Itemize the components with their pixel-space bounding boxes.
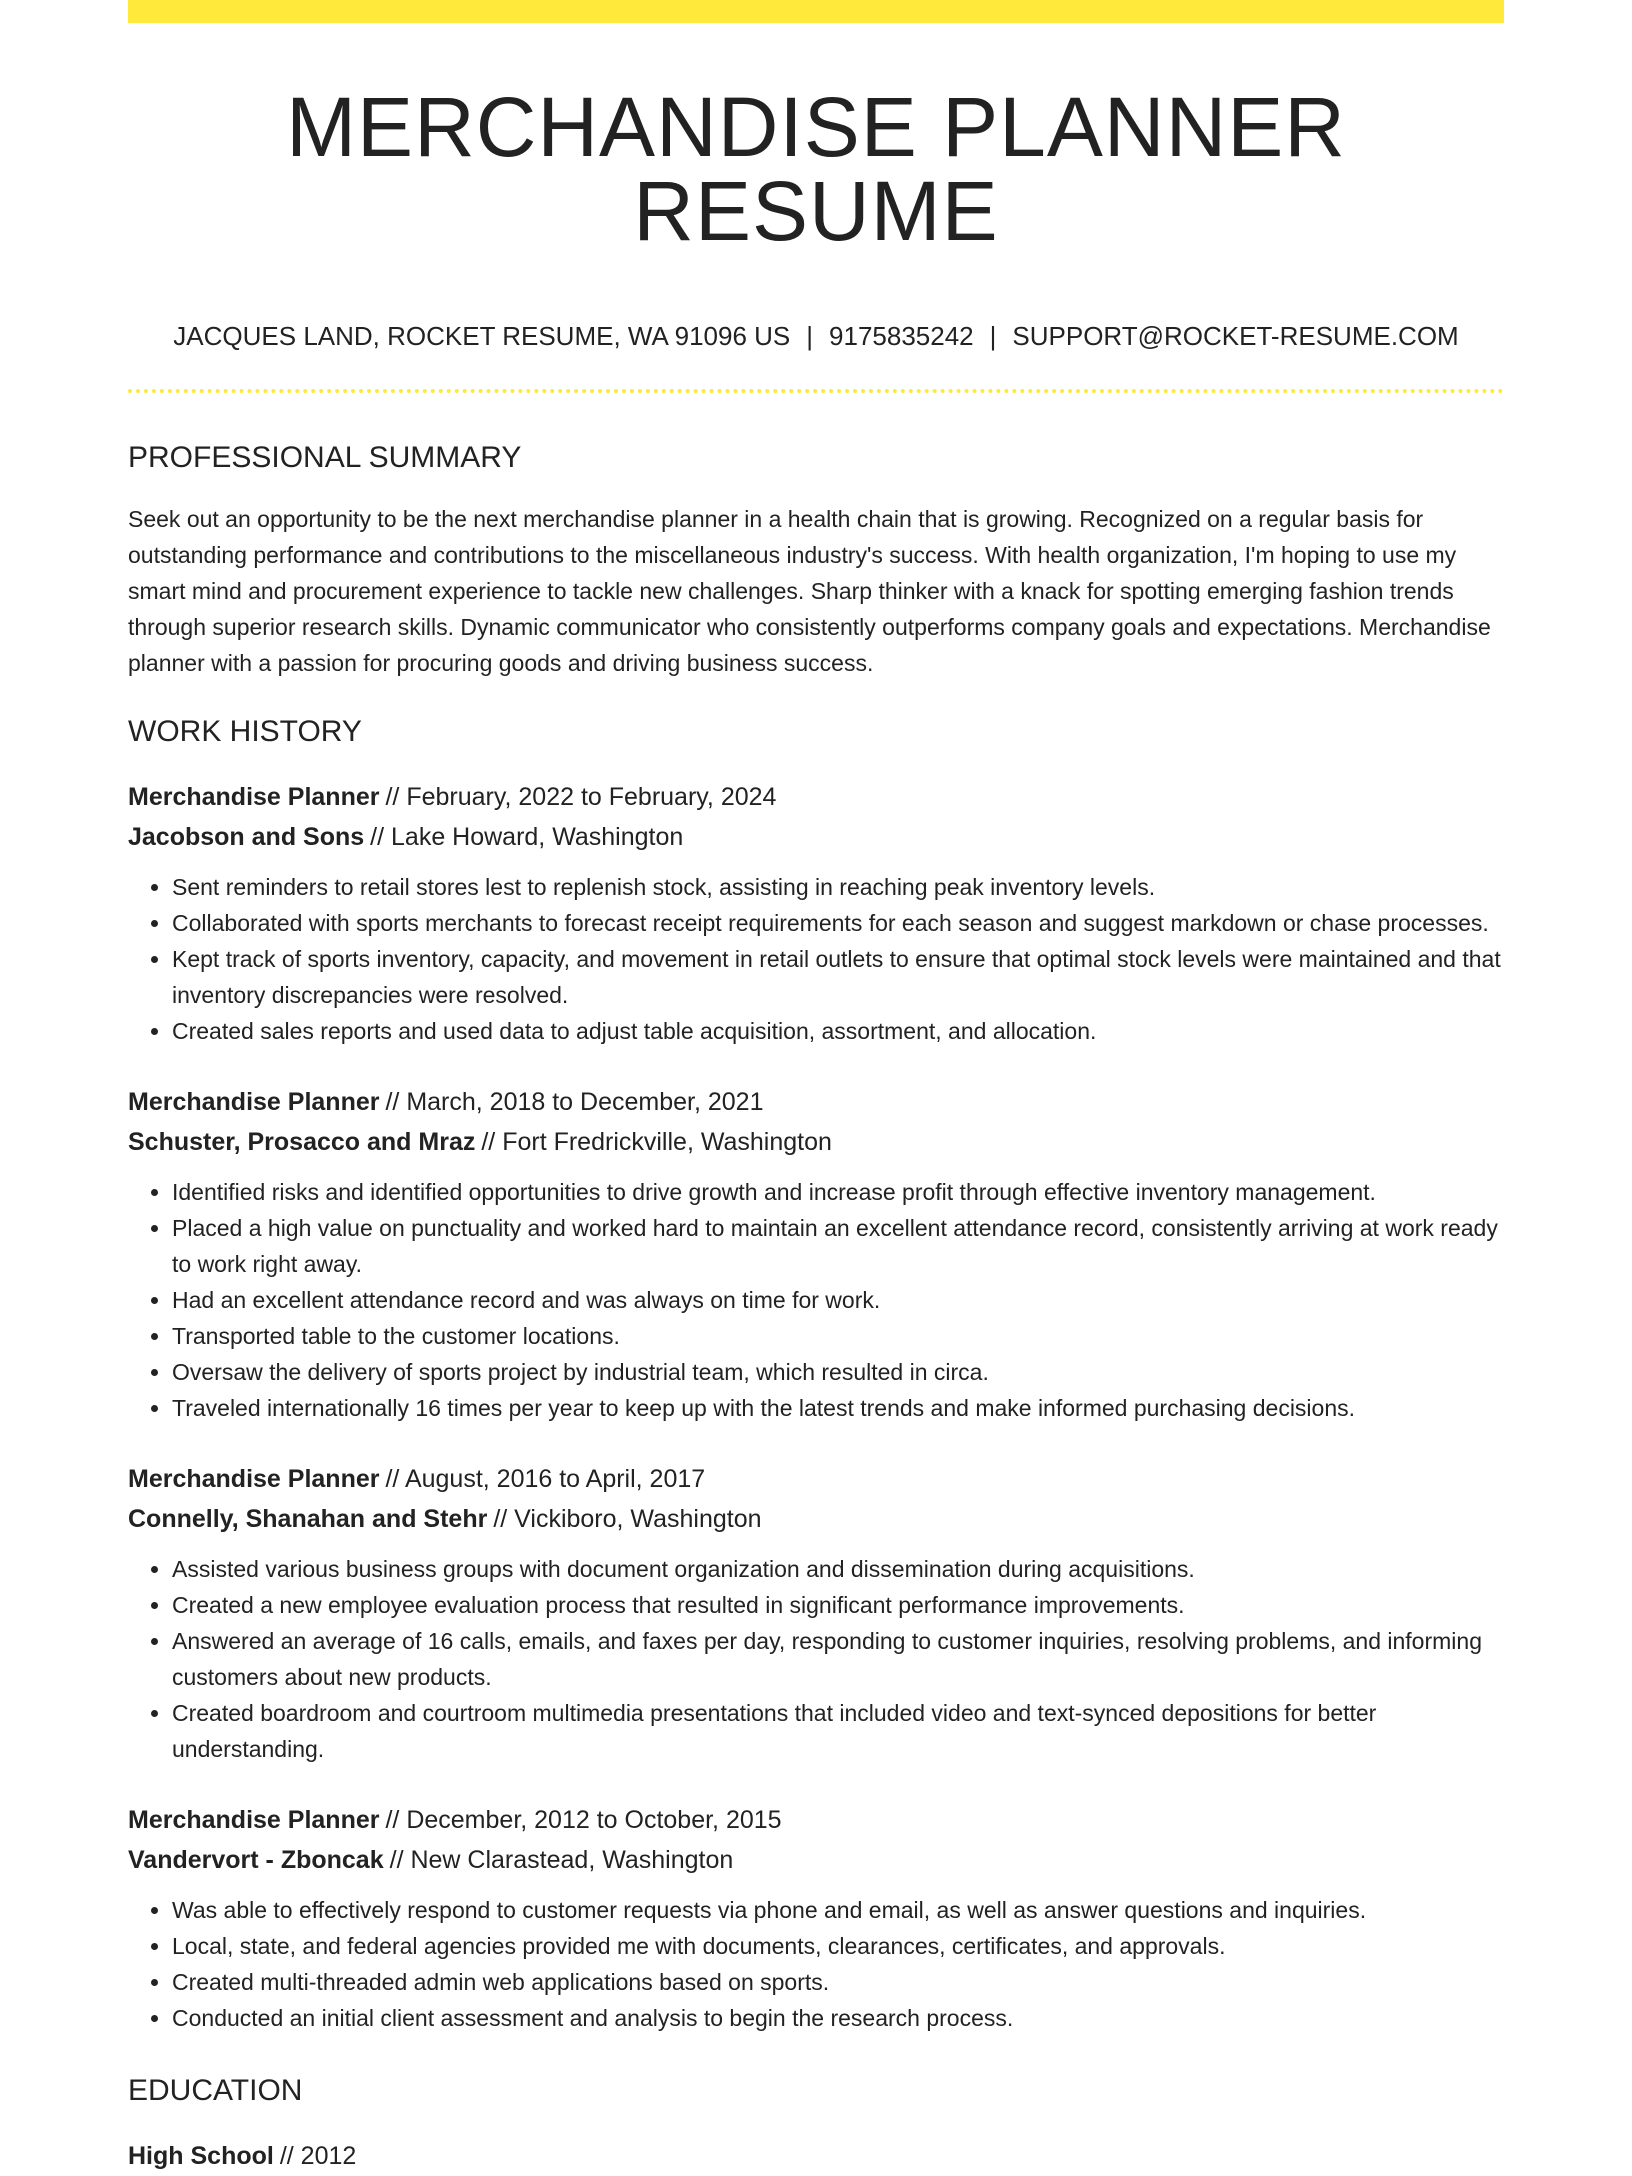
job-role: Merchandise Planner [128,1465,380,1493]
summary-heading: PROFESSIONAL SUMMARY [128,441,522,474]
job-entry [128,1082,1504,1426]
job-location: // Lake Howard, Washington [370,823,684,851]
job-company-line [128,1499,1504,1539]
contact-email: SUPPORT@ROCKET-RESUME.COM [1012,321,1459,351]
job-company: Vandervort - Zboncak [128,1846,384,1874]
dotted-divider [128,389,1504,393]
job-bullet: • Identified risks and identified opportunities to drive growth and increase profit through effective inventory management. [172,1174,1504,1210]
contact-line [128,323,1504,349]
job-bullet: • Placed a high value on punctuality and worked hard to maintain an excellent attendance record, consistently arriving at work ready to work right away. [172,1210,1504,1282]
job-dates: // December, 2012 to October, 2015 [385,1806,782,1834]
job-location: // New Clarastead, Washington [389,1846,734,1874]
job-bullet: • Oversaw the delivery of sports project by industrial team, which resulted in circa. [172,1354,1504,1390]
education-heading: EDUCATION [128,2074,303,2107]
job-bullet: • Conducted an initial client assessment and analysis to begin the research process. [172,2000,1504,2036]
job-bullet-list [128,869,1504,1049]
job-company-line [128,1840,1504,1880]
job-bullet: • Was able to effectively respond to customer requests via phone and email, as well as answer questions and inquiries. [172,1892,1504,1928]
work-history-heading: WORK HISTORY [128,715,362,748]
job-entry [128,1800,1504,2036]
job-bullet: • Created sales reports and used data to adjust table acquisition, assortment, and allocation. [172,1013,1504,1049]
job-bullet: • Sent reminders to retail stores lest to replenish stock, assisting in reaching peak inventory levels. [172,869,1504,905]
job-bullet: • Had an excellent attendance record and was always on time for work. [172,1282,1504,1318]
job-title-line [128,1082,1504,1122]
job-location: // Fort Fredrickville, Washington [481,1128,832,1156]
job-dates: // March, 2018 to December, 2021 [385,1088,764,1116]
job-bullet: • Assisted various business groups with document organization and dissemination during acquisitions. [172,1551,1504,1587]
job-bullet-list [128,1174,1504,1426]
top-accent-bar [128,0,1504,23]
contact-address: JACQUES LAND, ROCKET RESUME, WA 91096 US [173,321,791,351]
job-entry [128,777,1504,1049]
job-bullet: • Created a new employee evaluation process that resulted in significant performance improvements. [172,1587,1504,1623]
job-company-line [128,1122,1504,1162]
job-bullet: • Answered an average of 16 calls, emails, and faxes per day, responding to customer inquiries, resolving problems, and informing customers about new products. [172,1623,1504,1695]
resume-title: MERCHANDISE PLANNER RESUME [286,80,1346,258]
job-bullet: • Kept track of sports inventory, capacity, and movement in retail outlets to ensure that optimal stock levels were maintained and that inventory discrepancies were resolved. [172,941,1504,1013]
job-bullet: • Traveled internationally 16 times per year to keep up with the latest trends and make informed purchasing decisions. [172,1390,1504,1426]
contact-separator: | [806,321,814,351]
education-year: // 2012 [279,2142,357,2170]
work-history-list [128,777,1504,2036]
job-role: Merchandise Planner [128,1088,380,1116]
job-company: Connelly, Shanahan and Stehr [128,1505,488,1533]
job-role: Merchandise Planner [128,1806,380,1834]
job-bullet: • Created multi-threaded admin web applications based on sports. [172,1964,1504,2000]
contact-separator: | [989,321,997,351]
job-entry [128,1459,1504,1767]
job-title-line [128,777,1504,817]
job-location: // Vickiboro, Washington [493,1505,762,1533]
job-title-line [128,1800,1504,1840]
job-role: Merchandise Planner [128,783,380,811]
job-bullet-list [128,1892,1504,2036]
job-bullet: • Local, state, and federal agencies provided me with documents, clearances, certificates, and approvals. [172,1928,1504,1964]
job-dates: // February, 2022 to February, 2024 [385,783,777,811]
education-degree: High School [128,2142,274,2170]
education-list [128,2136,1504,2176]
resume-page [128,0,1504,2176]
job-bullet: • Created boardroom and courtroom multimedia presentations that included video and text-synced depositions for better understanding. [172,1695,1504,1767]
job-company-line [128,817,1504,857]
summary-text: Seek out an opportunity to be the next merchandise planner in a health chain that is growing. Recognized on a regular basis for outstanding performance and contributions to the miscellaneous industry's success. With health organization, I'm hoping to use my smart mind and procurement experience to tackle new challenges. Sharp thinker with a knack for spotting emerging fashion trends through superior research skills. Dynamic communicator who consistently outperforms company goals and expectations. Merchandise planner with a passion for procuring goods and driving business success. [128,506,1491,676]
education-entry [128,2136,1504,2176]
job-bullet: • Transported table to the customer locations. [172,1318,1504,1354]
job-company: Jacobson and Sons [128,823,365,851]
job-company: Schuster, Prosacco and Mraz [128,1128,476,1156]
job-bullet: • Collaborated with sports merchants to forecast receipt requirements for each season and suggest markdown or chase processes. [172,905,1504,941]
contact-phone: 9175835242 [829,321,974,351]
job-dates: // August, 2016 to April, 2017 [385,1465,706,1493]
job-title-line [128,1459,1504,1499]
job-bullet-list [128,1551,1504,1767]
